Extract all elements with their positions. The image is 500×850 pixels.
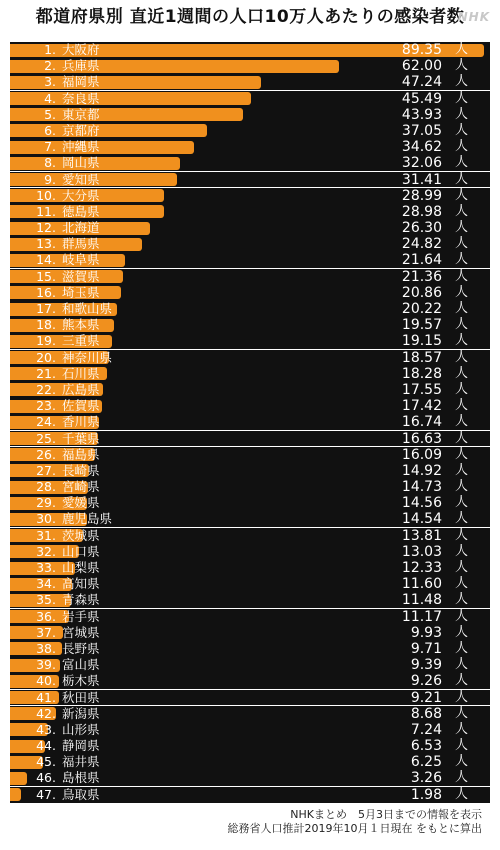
bar-label bbox=[32, 252, 100, 268]
bar-label bbox=[32, 139, 100, 155]
prefecture-name: 福島県 bbox=[62, 446, 100, 462]
unit-label: 人 bbox=[454, 122, 468, 138]
prefecture-name: 岐阜県 bbox=[62, 252, 100, 268]
bar-row bbox=[10, 479, 490, 495]
bar-row bbox=[10, 204, 490, 220]
data-label: 9.93 bbox=[410, 624, 442, 641]
unit-label: 人 bbox=[454, 462, 468, 478]
bar-row bbox=[10, 285, 490, 301]
bar-label bbox=[32, 641, 100, 657]
rank-label: 25. bbox=[36, 430, 56, 446]
prefecture-name: 山形県 bbox=[62, 721, 100, 737]
prefecture-name: 広島県 bbox=[62, 381, 100, 397]
data-label: 17.42 bbox=[401, 398, 442, 415]
unit-label: 人 bbox=[454, 560, 468, 575]
data-label: 19.57 bbox=[401, 317, 442, 334]
bar-row bbox=[10, 560, 490, 576]
data-label: 9.26 bbox=[410, 673, 442, 690]
prefecture-name: 山梨県 bbox=[62, 560, 100, 575]
rank-label: 23. bbox=[36, 398, 56, 414]
bar-row bbox=[10, 528, 490, 544]
bar-label bbox=[32, 625, 100, 641]
prefecture-name: 福井県 bbox=[62, 754, 100, 770]
data-label: 20.86 bbox=[401, 284, 442, 301]
bar-label bbox=[32, 576, 100, 592]
rank-label: 5. bbox=[44, 106, 56, 122]
rank-label: 46. bbox=[36, 770, 56, 786]
unit-label: 人 bbox=[454, 624, 468, 640]
rank-label: 47. bbox=[36, 786, 56, 802]
data-label: 18.28 bbox=[401, 365, 442, 382]
bar-label bbox=[32, 301, 112, 317]
data-label: 16.63 bbox=[401, 430, 442, 447]
prefecture-name: 三重県 bbox=[62, 333, 100, 349]
prefecture-name: 佐賀県 bbox=[62, 398, 100, 414]
bar-label bbox=[32, 350, 112, 366]
data-label: 26.30 bbox=[401, 220, 442, 237]
data-label: 9.71 bbox=[410, 640, 442, 657]
prefecture-name: 沖縄県 bbox=[62, 139, 100, 155]
bar-row bbox=[10, 220, 490, 236]
prefecture-name: 鹿児島県 bbox=[62, 511, 113, 527]
data-label: 32.06 bbox=[401, 155, 442, 172]
bar-label bbox=[32, 269, 100, 285]
unit-label: 人 bbox=[454, 511, 468, 527]
bar-label bbox=[32, 398, 100, 414]
prefecture-name: 徳島県 bbox=[62, 203, 100, 219]
prefecture-name: 神奈川県 bbox=[62, 349, 113, 365]
bar-label bbox=[32, 560, 100, 576]
data-label: 45.49 bbox=[401, 90, 442, 107]
rank-label: 7. bbox=[44, 139, 56, 155]
rank-label: 30. bbox=[36, 511, 56, 527]
bar-label bbox=[32, 609, 100, 625]
rank-label: 40. bbox=[36, 673, 56, 689]
data-label: 43.93 bbox=[401, 106, 442, 123]
prefecture-name: 新潟県 bbox=[62, 705, 100, 721]
data-label: 24.82 bbox=[401, 236, 442, 253]
bar-row bbox=[10, 447, 490, 463]
bar-label bbox=[32, 188, 100, 204]
rank-label: 3. bbox=[44, 74, 56, 90]
unit-label: 人 bbox=[454, 90, 468, 106]
prefecture-name: 鳥取県 bbox=[62, 786, 100, 802]
bar-label bbox=[32, 91, 100, 107]
prefecture-name: 東京都 bbox=[62, 106, 100, 122]
data-label: 1.98 bbox=[410, 786, 442, 803]
rank-label: 39. bbox=[36, 657, 56, 673]
data-label: 28.98 bbox=[401, 203, 442, 220]
prefecture-name: 群馬県 bbox=[62, 236, 100, 252]
bar-row bbox=[10, 463, 490, 479]
rank-label: 10. bbox=[36, 187, 56, 203]
bar-row bbox=[10, 690, 490, 706]
unit-label: 人 bbox=[454, 284, 468, 300]
bar-label bbox=[32, 220, 100, 236]
data-label: 6.53 bbox=[410, 738, 442, 755]
unit-label: 人 bbox=[454, 301, 468, 316]
prefecture-name: 埼玉県 bbox=[62, 284, 100, 300]
bar-row bbox=[10, 269, 490, 285]
rank-label: 16. bbox=[36, 284, 56, 300]
unit-label: 人 bbox=[454, 495, 468, 511]
prefecture-name: 大阪府 bbox=[62, 42, 100, 57]
prefecture-name: 島根県 bbox=[62, 770, 100, 786]
bar-label bbox=[32, 511, 112, 527]
rank-label: 11. bbox=[36, 203, 56, 219]
prefecture-name: 福岡県 bbox=[62, 74, 100, 90]
prefecture-name: 熊本県 bbox=[62, 317, 100, 333]
bar-label bbox=[32, 673, 100, 689]
bar-label bbox=[32, 463, 100, 479]
rank-label: 26. bbox=[36, 446, 56, 462]
unit-label: 人 bbox=[454, 738, 468, 754]
data-label: 18.57 bbox=[401, 349, 442, 366]
bar-label bbox=[32, 754, 100, 770]
rank-label: 38. bbox=[36, 640, 56, 656]
data-label: 11.17 bbox=[401, 608, 442, 625]
bar-row bbox=[10, 657, 490, 673]
rank-label: 9. bbox=[44, 171, 56, 187]
bar-row bbox=[10, 252, 490, 268]
bar-row bbox=[10, 706, 490, 722]
rank-label: 17. bbox=[36, 301, 56, 316]
bar-label bbox=[32, 690, 100, 706]
bar-row bbox=[10, 511, 490, 527]
bar-row bbox=[10, 123, 490, 139]
unit-label: 人 bbox=[454, 236, 468, 252]
bar-row bbox=[10, 91, 490, 107]
prefecture-name: 岩手県 bbox=[62, 608, 100, 624]
unit-label: 人 bbox=[454, 543, 468, 559]
data-label: 12.33 bbox=[401, 560, 442, 576]
bar-label bbox=[32, 58, 100, 74]
bar-label bbox=[32, 285, 100, 301]
bar-row bbox=[10, 722, 490, 738]
data-label: 17.55 bbox=[401, 381, 442, 398]
bar-row bbox=[10, 544, 490, 560]
bar-row bbox=[10, 317, 490, 333]
bar-label bbox=[32, 479, 100, 495]
unit-label: 人 bbox=[454, 721, 468, 737]
data-label: 20.22 bbox=[401, 301, 442, 317]
unit-label: 人 bbox=[454, 187, 468, 203]
data-label: 19.15 bbox=[401, 333, 442, 350]
unit-label: 人 bbox=[454, 139, 468, 155]
bar-row bbox=[10, 787, 490, 803]
prefecture-name: 宮崎県 bbox=[62, 479, 100, 495]
bar-label bbox=[32, 317, 100, 333]
bar-row bbox=[10, 42, 490, 58]
rank-label: 42. bbox=[36, 705, 56, 721]
data-label: 6.25 bbox=[410, 754, 442, 771]
unit-label: 人 bbox=[454, 171, 468, 187]
bar-label bbox=[32, 657, 100, 673]
unit-label: 人 bbox=[454, 592, 468, 608]
footer-method-line: 総務省人口推計2019年10月１日現在 をもとに算出 bbox=[227, 822, 482, 835]
prefecture-name: 山口県 bbox=[62, 543, 100, 559]
bar-label bbox=[32, 172, 100, 188]
chart-title: 都道府県別 直近1週間の人口10万人あたりの感染者数 bbox=[35, 7, 465, 27]
rank-label: 32. bbox=[36, 543, 56, 559]
rank-label: 37. bbox=[36, 624, 56, 640]
bar-label bbox=[32, 107, 100, 123]
bar-row bbox=[10, 754, 490, 770]
bar-row bbox=[10, 333, 490, 349]
rank-label: 1. bbox=[44, 42, 56, 57]
bar-row bbox=[10, 576, 490, 592]
bar-label bbox=[32, 770, 100, 786]
bar-label bbox=[32, 592, 100, 608]
rank-label: 2. bbox=[44, 58, 56, 74]
bar-row bbox=[10, 625, 490, 641]
rank-label: 19. bbox=[36, 333, 56, 349]
unit-label: 人 bbox=[454, 770, 468, 786]
unit-label: 人 bbox=[454, 754, 468, 770]
unit-label: 人 bbox=[454, 74, 468, 90]
data-label: 7.24 bbox=[410, 721, 442, 738]
bar-row bbox=[10, 350, 490, 366]
rank-label: 41. bbox=[36, 689, 56, 705]
rank-label: 31. bbox=[36, 527, 56, 543]
rank-label: 44. bbox=[36, 738, 56, 754]
prefecture-name: 長野県 bbox=[62, 640, 100, 656]
rank-label: 34. bbox=[36, 576, 56, 592]
rank-label: 12. bbox=[36, 220, 56, 236]
data-label: 3.26 bbox=[410, 770, 442, 787]
bar-label bbox=[32, 74, 100, 90]
bar-row bbox=[10, 495, 490, 511]
prefecture-name: 茨城県 bbox=[62, 527, 100, 543]
rank-label: 6. bbox=[44, 122, 56, 138]
data-label: 21.36 bbox=[401, 268, 442, 285]
prefecture-name: 香川県 bbox=[62, 414, 100, 430]
prefecture-name: 岡山県 bbox=[62, 155, 100, 171]
prefecture-name: 長崎県 bbox=[62, 462, 100, 478]
bar-label bbox=[32, 738, 100, 754]
unit-label: 人 bbox=[454, 527, 468, 543]
unit-label: 人 bbox=[454, 155, 468, 171]
bar-row bbox=[10, 592, 490, 608]
prefecture-name: 栃木県 bbox=[62, 673, 100, 689]
bar-row bbox=[10, 398, 490, 414]
prefecture-name: 富山県 bbox=[62, 657, 100, 673]
data-label: 14.92 bbox=[401, 462, 442, 479]
rank-label: 8. bbox=[44, 155, 56, 171]
prefecture-name: 青森県 bbox=[62, 592, 100, 608]
bar-label bbox=[32, 382, 100, 398]
bar-row bbox=[10, 770, 490, 786]
bar-row bbox=[10, 673, 490, 689]
data-label: 21.64 bbox=[401, 252, 442, 269]
rank-label: 29. bbox=[36, 495, 56, 511]
data-label: 11.48 bbox=[401, 592, 442, 609]
unit-label: 人 bbox=[454, 786, 468, 802]
unit-label: 人 bbox=[454, 365, 468, 381]
prefecture-name: 北海道 bbox=[62, 220, 100, 236]
data-label: 8.68 bbox=[410, 705, 442, 722]
unit-label: 人 bbox=[454, 446, 468, 462]
prefecture-name: 京都府 bbox=[62, 122, 100, 138]
unit-label: 人 bbox=[454, 220, 468, 236]
rank-label: 22. bbox=[36, 381, 56, 397]
data-label: 31.41 bbox=[401, 171, 442, 188]
bar-label bbox=[32, 431, 100, 447]
bar-row bbox=[10, 107, 490, 123]
bar-row bbox=[10, 414, 490, 430]
bar bbox=[10, 788, 21, 801]
bar-chart bbox=[10, 42, 490, 803]
bar-row bbox=[10, 172, 490, 188]
data-label: 37.05 bbox=[401, 122, 442, 139]
prefecture-name: 千葉県 bbox=[62, 430, 100, 446]
nhk-logo: NHK bbox=[457, 10, 490, 24]
bar-label bbox=[32, 333, 100, 349]
data-label: 14.56 bbox=[401, 495, 442, 512]
bar-row bbox=[10, 366, 490, 382]
bar-label bbox=[32, 155, 100, 171]
prefecture-name: 奈良県 bbox=[62, 90, 100, 106]
data-label: 9.39 bbox=[410, 657, 442, 674]
bar-row bbox=[10, 188, 490, 204]
prefecture-name: 大分県 bbox=[62, 187, 100, 203]
unit-label: 人 bbox=[454, 608, 468, 624]
bar-label bbox=[32, 414, 100, 430]
bar-row bbox=[10, 236, 490, 252]
prefecture-name: 宮城県 bbox=[62, 624, 100, 640]
rank-label: 21. bbox=[36, 365, 56, 381]
data-label: 47.24 bbox=[401, 74, 442, 91]
bar-row bbox=[10, 641, 490, 657]
unit-label: 人 bbox=[454, 430, 468, 446]
rank-label: 20. bbox=[36, 349, 56, 365]
bar-row bbox=[10, 382, 490, 398]
rank-label: 18. bbox=[36, 317, 56, 333]
unit-label: 人 bbox=[454, 657, 468, 673]
unit-label: 人 bbox=[454, 203, 468, 219]
bar-label bbox=[32, 528, 100, 544]
unit-label: 人 bbox=[454, 252, 468, 268]
rank-label: 36. bbox=[36, 608, 56, 624]
data-label: 16.74 bbox=[401, 414, 442, 431]
rank-label: 27. bbox=[36, 462, 56, 478]
data-label: 28.99 bbox=[401, 187, 442, 204]
unit-label: 人 bbox=[454, 268, 468, 284]
unit-label: 人 bbox=[454, 414, 468, 430]
rank-label: 28. bbox=[36, 479, 56, 495]
unit-label: 人 bbox=[454, 479, 468, 495]
prefecture-name: 滋賀県 bbox=[62, 268, 100, 284]
data-label: 34.62 bbox=[401, 139, 442, 156]
data-label: 9.21 bbox=[410, 689, 442, 706]
rank-label: 35. bbox=[36, 592, 56, 608]
unit-label: 人 bbox=[454, 640, 468, 656]
rank-label: 14. bbox=[36, 252, 56, 268]
bar-label bbox=[32, 447, 100, 463]
prefecture-name: 秋田県 bbox=[62, 689, 100, 705]
bar-label bbox=[32, 236, 100, 252]
prefecture-name: 石川県 bbox=[62, 365, 100, 381]
bar-label bbox=[32, 123, 100, 139]
data-label: 14.73 bbox=[401, 479, 442, 496]
footer-source-line: NHKまとめ 5月3日までの情報を表示 bbox=[290, 808, 482, 821]
bar-row bbox=[10, 301, 490, 317]
unit-label: 人 bbox=[454, 576, 468, 592]
data-label: 13.03 bbox=[401, 543, 442, 560]
bar-label bbox=[32, 42, 100, 58]
prefecture-name: 兵庫県 bbox=[62, 58, 100, 74]
prefecture-name: 和歌山県 bbox=[62, 301, 113, 316]
bar-row bbox=[10, 155, 490, 171]
unit-label: 人 bbox=[454, 333, 468, 349]
bar-row bbox=[10, 738, 490, 754]
rank-label: 43. bbox=[36, 721, 56, 737]
rank-label: 4. bbox=[44, 90, 56, 106]
unit-label: 人 bbox=[454, 317, 468, 333]
bar-label bbox=[32, 787, 100, 803]
bar-row bbox=[10, 74, 490, 90]
unit-label: 人 bbox=[454, 398, 468, 414]
bar-row bbox=[10, 609, 490, 625]
unit-label: 人 bbox=[454, 673, 468, 689]
bar-label bbox=[32, 544, 100, 560]
bar-label bbox=[32, 366, 100, 382]
prefecture-name: 高知県 bbox=[62, 576, 100, 592]
rank-label: 13. bbox=[36, 236, 56, 252]
rank-label: 15. bbox=[36, 268, 56, 284]
prefecture-name: 愛知県 bbox=[62, 171, 100, 187]
data-label: 16.09 bbox=[401, 446, 442, 463]
bar-label bbox=[32, 495, 100, 511]
data-label: 89.35 bbox=[401, 42, 442, 58]
bar-row bbox=[10, 58, 490, 74]
bar-label bbox=[32, 706, 100, 722]
rank-label: 24. bbox=[36, 414, 56, 430]
unit-label: 人 bbox=[454, 705, 468, 721]
unit-label: 人 bbox=[454, 58, 468, 74]
prefecture-name: 静岡県 bbox=[62, 738, 100, 754]
data-label: 13.81 bbox=[401, 527, 442, 544]
data-label: 11.60 bbox=[401, 576, 442, 593]
bar-row bbox=[10, 139, 490, 155]
data-label: 14.54 bbox=[401, 511, 442, 528]
unit-label: 人 bbox=[454, 689, 468, 705]
bar-label bbox=[32, 722, 100, 738]
bar-row bbox=[10, 431, 490, 447]
prefecture-name: 愛媛県 bbox=[62, 495, 100, 511]
unit-label: 人 bbox=[454, 42, 468, 57]
bar-label bbox=[32, 204, 100, 220]
unit-label: 人 bbox=[454, 381, 468, 397]
data-label: 62.00 bbox=[401, 58, 442, 75]
unit-label: 人 bbox=[454, 349, 468, 365]
chart-footer bbox=[228, 808, 483, 836]
rank-label: 45. bbox=[36, 754, 56, 770]
rank-label: 33. bbox=[36, 560, 56, 575]
unit-label: 人 bbox=[454, 106, 468, 122]
bar bbox=[10, 772, 27, 785]
